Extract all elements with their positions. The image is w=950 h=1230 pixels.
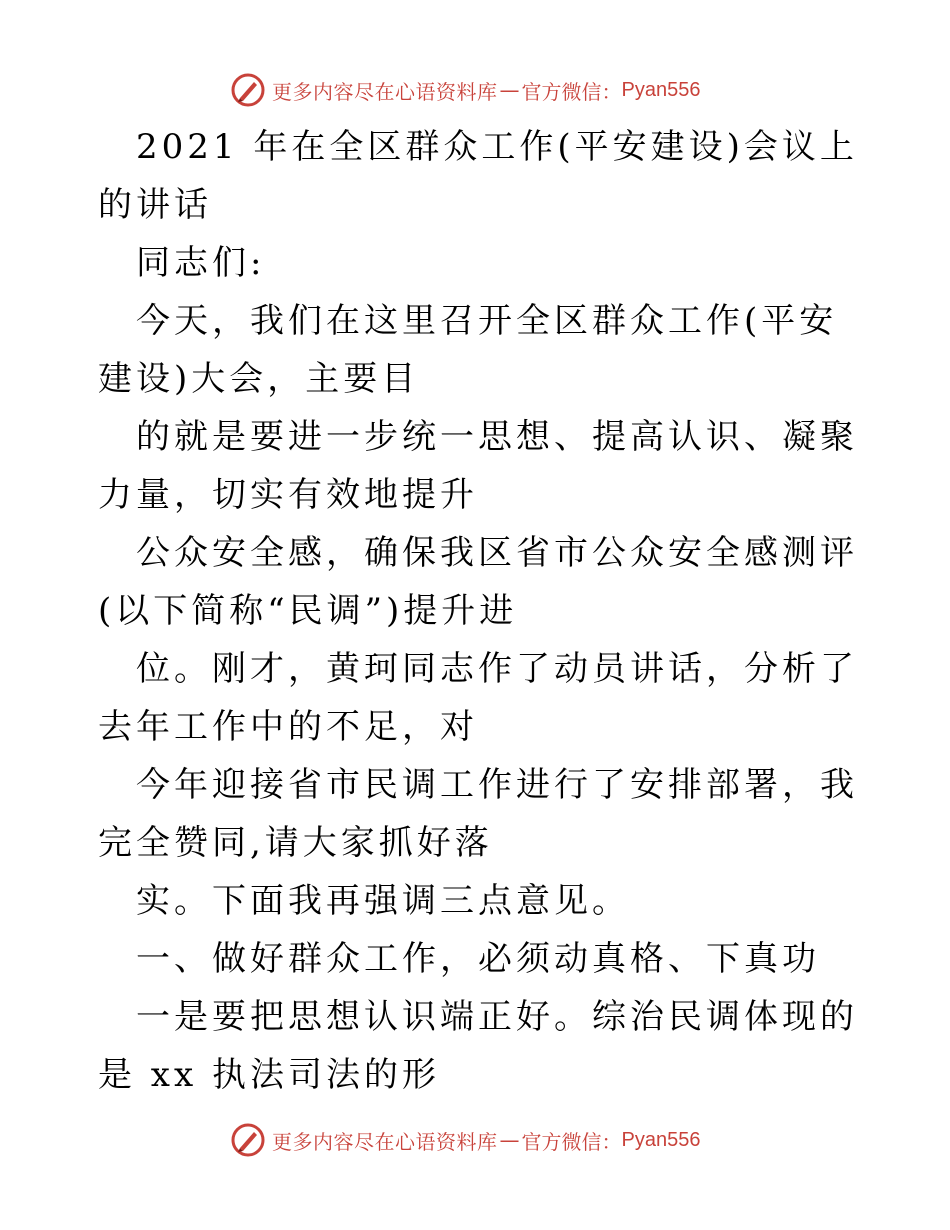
paragraph: 位。刚才，黄珂同志作了动员讲话，分析了去年工作中的不足，对	[98, 649, 858, 747]
paragraph: 今天，我们在这里召开全区群众工作(平安建设)大会，主要目	[98, 301, 838, 399]
paragraph: 今年迎接省市民调工作进行了安排部署，我完全赞同,请大家抓好落	[98, 765, 858, 863]
document-body	[98, 118, 858, 1104]
pen-logo-icon	[230, 1122, 266, 1158]
pen-logo-icon	[230, 72, 266, 108]
watermark-main-text: 更多内容尽在心语资料库	[272, 1129, 498, 1154]
watermark-wechat-label: 官方微信：	[521, 79, 622, 104]
watermark-banner-bottom	[230, 1120, 700, 1160]
paragraph: 公众安全感，确保我区省市公众安全感测评(以下简称“民调”)提升进	[98, 533, 858, 631]
watermark-dash: —	[499, 1128, 520, 1152]
watermark-wechat-id: Pyan556	[621, 1128, 701, 1151]
watermark-dash: —	[499, 78, 520, 102]
watermark-wechat-id: Pyan556	[621, 78, 701, 101]
document-title: 2021 年在全区群众工作(平安建设)会议上的讲话	[98, 127, 858, 225]
paragraph-salutation: 同志们:	[136, 243, 266, 283]
paragraph: 的就是要进一步统一思想、提高认识、凝聚力量，切实有效地提升	[98, 417, 858, 515]
section-heading: 一、做好群众工作，必须动真格、下真功	[136, 939, 820, 979]
paragraph: 实。下面我再强调三点意见。	[136, 881, 630, 921]
watermark-main-text: 更多内容尽在心语资料库	[272, 79, 498, 104]
watermark-banner-top	[230, 70, 700, 110]
watermark-wechat-label: 官方微信：	[521, 1129, 622, 1154]
paragraph: 一是要把思想认识端正好。综治民调体现的是 xx 执法司法的形	[98, 997, 858, 1095]
